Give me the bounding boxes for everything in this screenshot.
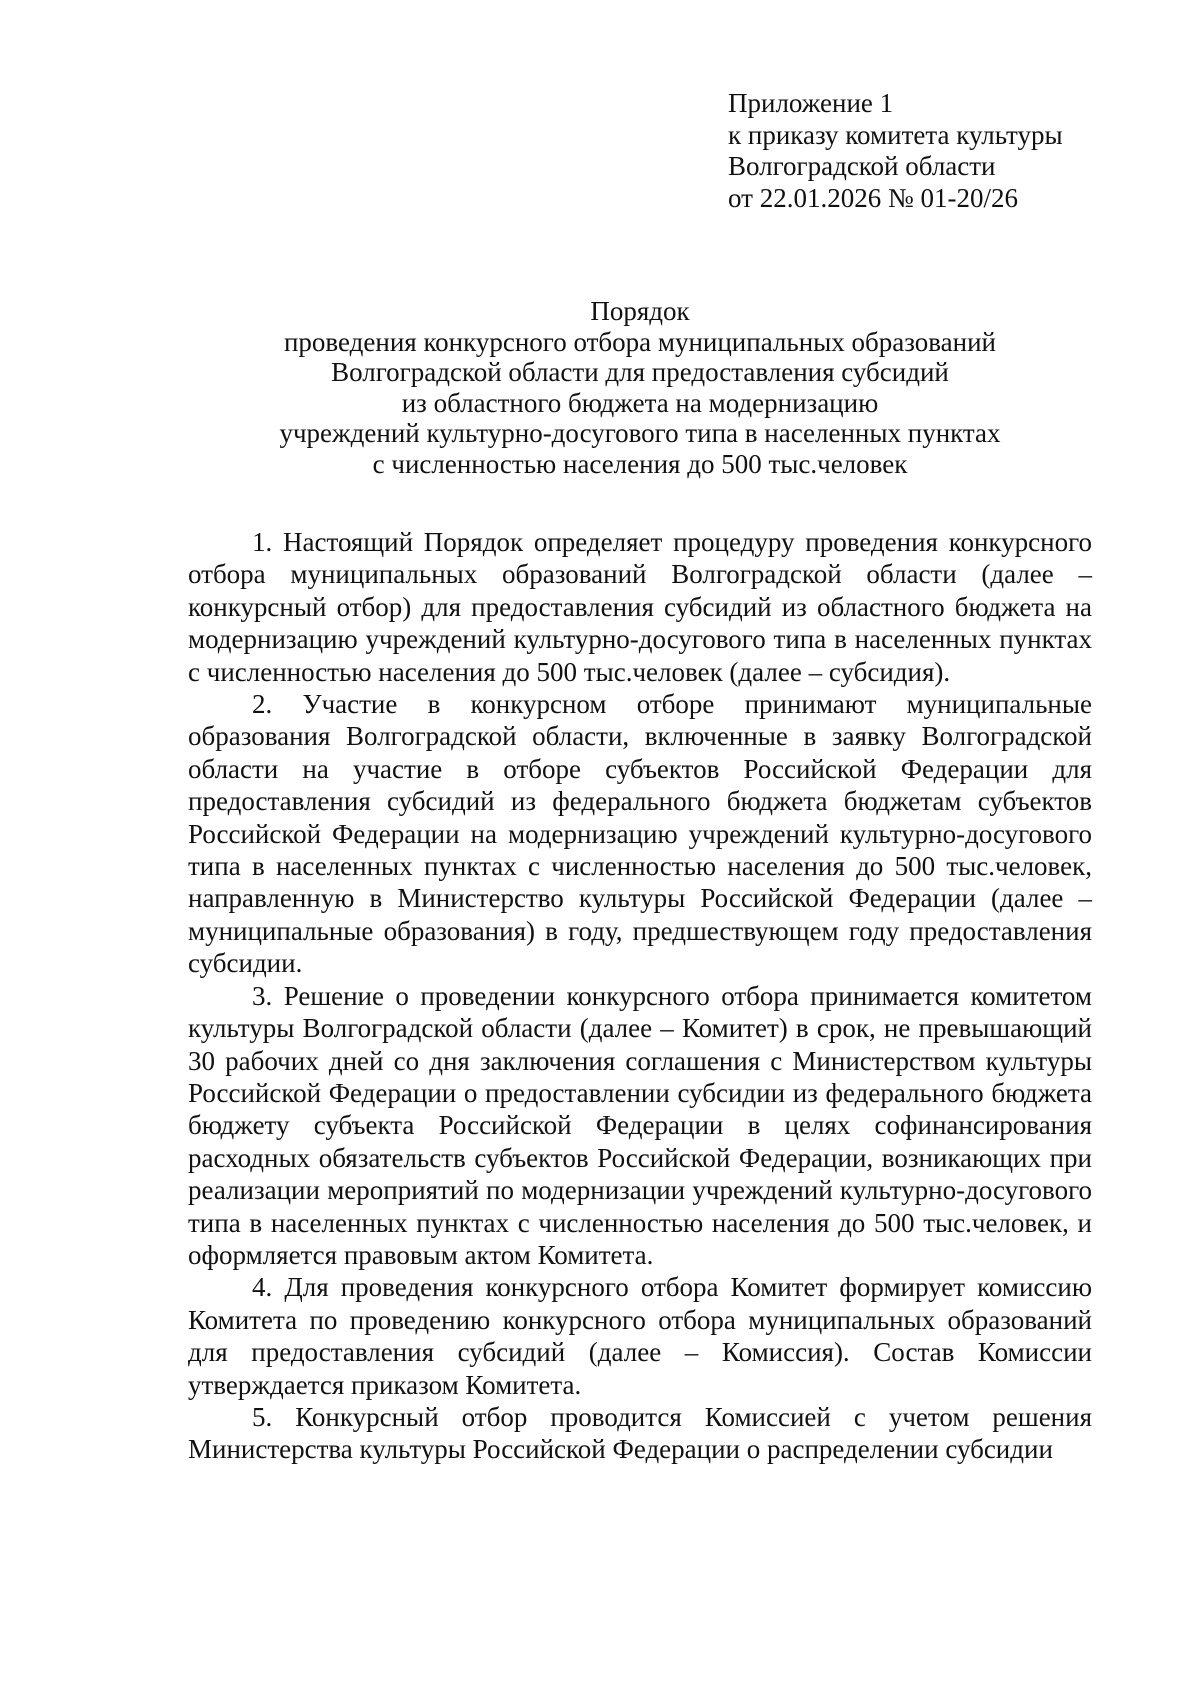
title-line-5: с численностью населения до 500 тыс.человек: [372, 448, 908, 479]
paragraph-2: [188, 688, 1092, 980]
paragraph-text: Решение о проведении конкурсного отбора принимается комитетом культуры Волгоградской области (далее – Комитет) в срок, не превышающий 30 рабочих дней со дня заключения соглашения с Министерством культуры Российской Федерации о предоставлении субсидии из федерального бюджета бюджету субъекта Российской Федерации в целях софинансирования расходных обязательств субъектов Российской Федерации, возникающих при реализации мероприятий по модернизации учреждений культурно-досугового типа в населенных пунктах с численностью населения до 500 тыс.человек, и оформляется правовым актом Комитета.: [188, 980, 1093, 1270]
document-title: [188, 296, 1092, 479]
appendix-line-3: Волгоградской области: [728, 151, 996, 181]
paragraph-text: Для проведения конкурсного отбора Комитет формирует комиссию Комитета по проведению конкурсного отбора муниципальных образований для предоставления субсидий (далее – Комиссия). Состав Комиссии утверждается приказом Комитета.: [188, 1272, 1093, 1400]
document-body: [188, 526, 1092, 1466]
paragraph-1: [188, 526, 1092, 688]
paragraph-text: Конкурсный отбор проводится Комиссией с учетом решения Министерства культуры Российской Федерации о распределении субсидии: [188, 1401, 1092, 1465]
paragraph-number: 3.: [252, 980, 273, 1011]
paragraph-5: [188, 1401, 1092, 1466]
appendix-line-1: Приложение 1: [728, 88, 894, 118]
paragraph-4: [188, 1271, 1092, 1401]
paragraph-number: 1.: [252, 527, 273, 557]
paragraph-3: [188, 980, 1092, 1272]
appendix-line-2: к приказу комитета культуры: [728, 119, 1063, 150]
title-heading: Порядок: [590, 296, 690, 326]
paragraph-number: 2.: [252, 689, 273, 720]
title-line-1: проведения конкурсного отбора муниципальных образований: [283, 326, 997, 357]
appendix-line-4: от 22.01.2026 № 01-20/26: [728, 182, 1018, 213]
title-line-3: из областного бюджета на модернизацию: [401, 387, 879, 418]
appendix-header: [728, 88, 1063, 214]
paragraph-text: Настоящий Порядок определяет процедуру проведения конкурсного отбора муниципальных образований Волгоградской области (далее – конкурсный отбор) для предоставления субсидий из областного бюджета на модернизацию учреждений культурно-досугового типа в населенных пунктах с численностью населения до 500 тыс.человек (далее – субсидия).: [188, 527, 1093, 687]
title-line-4: учреждений культурно-досугового типа в населенных пунктах: [279, 418, 1001, 448]
paragraph-text: Участие в конкурсном отборе принимают муниципальные образования Волгоградской области, включенные в заявку Волгоградской области на участие в отборе субъектов Российской Федерации для предоставления субсидий из федерального бюджета бюджетам субъектов Российской Федерации на модернизацию учреждений культурно-досугового типа в населенных пунктах с численностью населения до 500 тыс.человек, направленную в Министерство культуры Российской Федерации (далее – муниципальные образования) в году, предшествующем году предоставления субсидии.: [188, 689, 1092, 979]
paragraph-number: 4.: [252, 1272, 273, 1303]
title-line-2: Волгоградской области для предоставления субсидий: [331, 357, 949, 387]
paragraph-number: 5.: [252, 1401, 273, 1432]
